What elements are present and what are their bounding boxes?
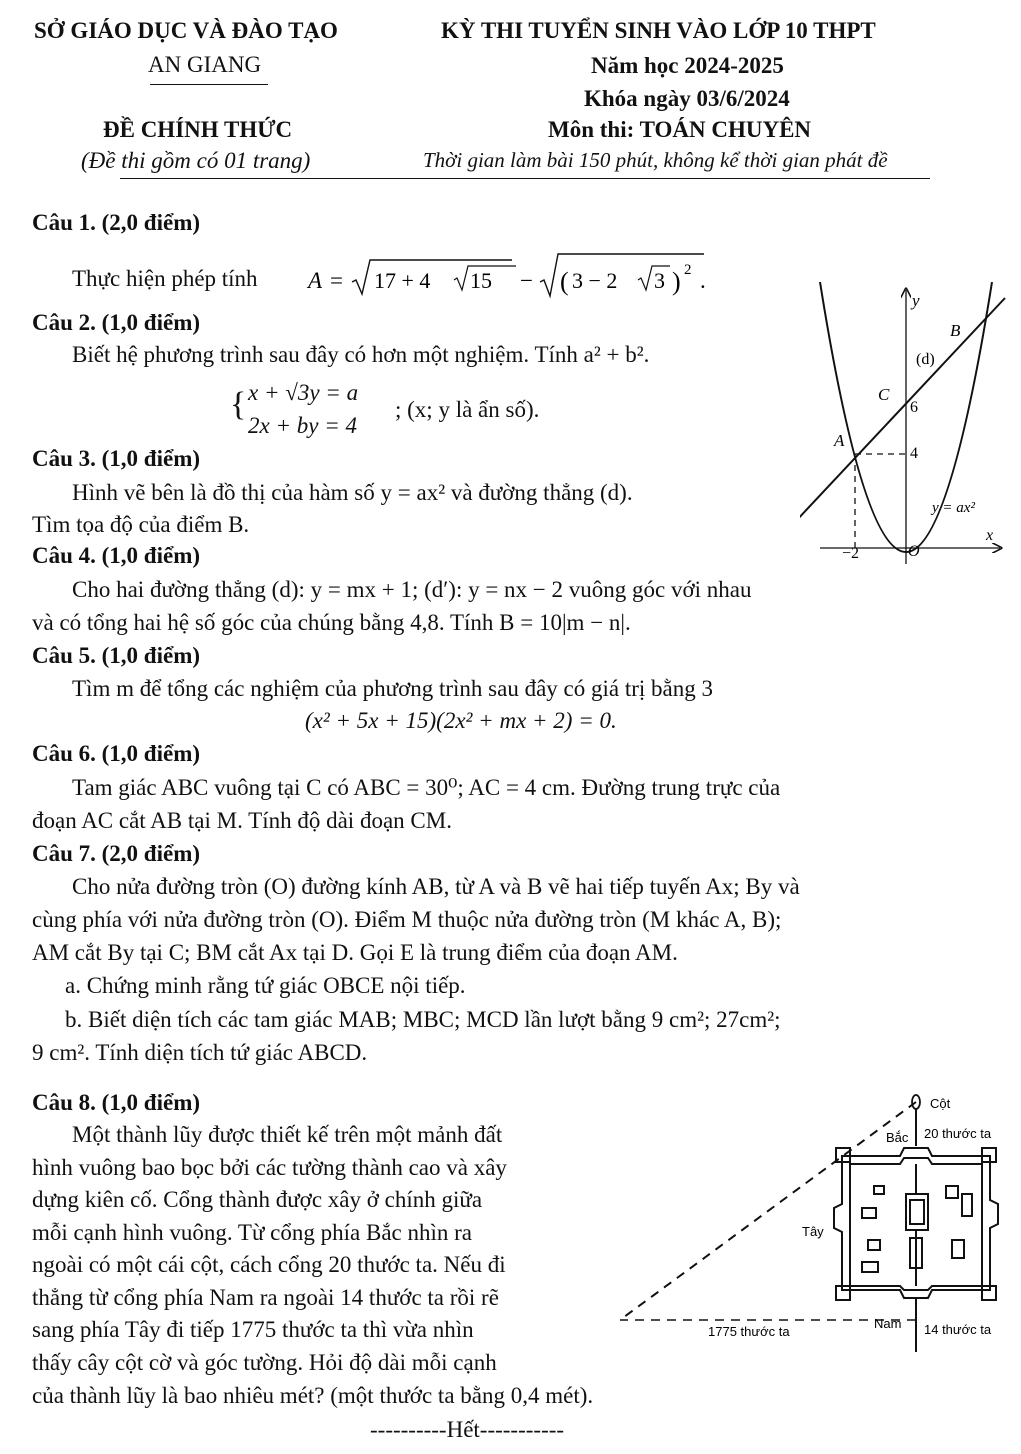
- pages-note: (Đề thi gồm có 01 trang): [81, 148, 311, 173]
- q2-title: Câu 2. (1,0 điểm): [32, 310, 201, 335]
- q8-line-4: mỗi cạnh hình vuông. Từ cổng phía Bắc nhìn ra: [32, 1220, 473, 1245]
- q8-line-1: Một thành lũy được thiết kế trên một mảnh đất: [72, 1122, 503, 1147]
- svg-text:=: =: [330, 268, 343, 293]
- label-dist-south: 14 thước ta: [924, 1322, 992, 1337]
- q6-text2: đoạn AC cắt AB tại M. Tính độ dài đoạn CM.: [32, 808, 452, 833]
- label-tay: Tây: [802, 1224, 824, 1239]
- q7-part-b1: b. Biết diện tích các tam giác MAB; MBC; MCD lần lượt bằng 9 cm²; 27cm²;: [65, 1007, 781, 1032]
- q4-title: Câu 4. (1,0 điểm): [32, 543, 201, 568]
- q8-line-8: thấy cây cột cờ và góc tường. Hỏi độ dài mỗi cạnh: [32, 1350, 497, 1375]
- q6-text1: Tam giác ABC vuông tại C có ABC = 30⁰; AC = 4 cm. Đường trung trực của: [72, 775, 781, 800]
- label-d: (d): [916, 351, 935, 368]
- exam-subject: Môn thi: TOÁN CHUYÊN: [548, 117, 812, 142]
- fortress-walls: [834, 1148, 998, 1300]
- svg-text:2: 2: [684, 262, 692, 278]
- q3-text2: Tìm tọa độ của điểm B.: [32, 512, 250, 537]
- q5-formula: (x² + 5x + 15)(2x² + mx + 2) = 0.: [305, 708, 617, 733]
- q7-title: Câu 7. (2,0 điểm): [32, 841, 201, 866]
- svg-text:3 − 2: 3 − 2: [572, 268, 618, 293]
- label-cot: Cột: [930, 1096, 951, 1111]
- q2-eq1: x + √3y = a: [248, 380, 359, 405]
- label-nam: Nam: [874, 1316, 902, 1331]
- line-d: [800, 298, 1005, 522]
- fortress-figure: [600, 1090, 1005, 1360]
- label-dist-west: 1775 thước ta: [708, 1324, 790, 1339]
- label-four: 4: [910, 445, 918, 462]
- q2-brace: {: [230, 386, 247, 423]
- svg-text:(: (: [560, 267, 569, 296]
- svg-text:15: 15: [470, 268, 492, 293]
- q8-line-3: dựng kiên cố. Cổng thành được xây ở chính giữa: [32, 1187, 483, 1212]
- q5-text: Tìm m để tổng các nghiệm của phương trình sau đây có giá trị bằng 3: [72, 676, 713, 701]
- q8-line-7: sang phía Tây đi tiếp 1775 thước ta thì vừa nhìn: [32, 1317, 474, 1342]
- svg-text:3: 3: [654, 268, 665, 293]
- q1-formula: [306, 250, 726, 300]
- exam-title: KỲ THI TUYỂN SINH VÀO LỚP 10 THPT: [441, 18, 876, 43]
- q7-part-b2: 9 cm². Tính diện tích tứ giác ABCD.: [32, 1040, 368, 1065]
- q8-title: Câu 8. (1,0 điểm): [32, 1090, 201, 1115]
- label-origin: O: [908, 543, 920, 560]
- svg-text:.: .: [700, 268, 706, 293]
- q3-title: Câu 3. (1,0 điểm): [32, 446, 201, 471]
- q4-text1: Cho hai đường thẳng (d): y = mx + 1; (d′): y = nx − 2 vuông góc với nhau: [72, 577, 752, 602]
- q2-eq2: 2x + by = 4: [248, 413, 357, 438]
- q7-text2: cùng phía với nửa đường tròn (O). Điểm M thuộc nửa đường tròn (M khác A, B);: [32, 907, 782, 932]
- svg-text:17 + 4: 17 + 4: [374, 268, 431, 293]
- end-marker: ----------Hết-----------: [370, 1417, 565, 1442]
- q1-formula-svg: [306, 250, 726, 300]
- label-B: B: [950, 321, 961, 340]
- school-year: Năm học 2024-2025: [591, 53, 784, 78]
- q2-note: ; (x; y là ẩn số).: [395, 397, 540, 422]
- q8-line-9: của thành lũy là bao nhiêu mét? (một thước ta bằng 0,4 mét).: [32, 1383, 594, 1408]
- label-x: x: [986, 527, 994, 544]
- q4-text2: và có tổng hai hệ số góc của chúng bằng 4,8. Tính B = 10|m − n|.: [32, 610, 631, 635]
- label-C: C: [878, 385, 890, 404]
- q7-text3: AM cắt By tại C; BM cắt Ax tại D. Gọi E là trung điểm của đoạn AM.: [32, 940, 678, 965]
- label-six: 6: [910, 399, 918, 416]
- parabola-graph: [800, 282, 1010, 572]
- q1-title: Câu 1. (2,0 điểm): [32, 210, 201, 235]
- q3-text1: Hình vẽ bên là đồ thị của hàm số y = ax² và đường thẳng (d).: [72, 480, 633, 505]
- label-y: y: [912, 291, 920, 310]
- exam-date: Khóa ngày 03/6/2024: [584, 86, 790, 111]
- label-dist-north: 20 thước ta: [924, 1126, 992, 1141]
- province-name: AN GIANG: [148, 52, 262, 77]
- q7-part-a: a. Chứng minh rằng tứ giác OBCE nội tiếp.: [65, 973, 466, 998]
- header-rule: [120, 178, 930, 179]
- q1-text: Thực hiện phép tính: [72, 266, 258, 291]
- label-minus-two: −2: [842, 545, 860, 562]
- q8-line-6: thẳng từ cổng phía Nam ra ngoài 14 thước ta rồi rẽ: [32, 1285, 499, 1310]
- svg-text:−: −: [520, 268, 533, 293]
- label-bac: Bắc: [886, 1130, 909, 1145]
- q2-text: Biết hệ phương trình sau đây có hơn một nghiệm. Tính a² + b².: [72, 342, 650, 367]
- sight-line: [620, 1102, 916, 1320]
- q5-title: Câu 5. (1,0 điểm): [32, 643, 201, 668]
- svg-text:): ): [672, 267, 681, 296]
- q7-text1: Cho nửa đường tròn (O) đường kính AB, từ A và B vẽ hai tiếp tuyến Ax; By và: [72, 874, 800, 899]
- label-A: A: [834, 431, 845, 450]
- q8-line-2: hình vuông bao bọc bởi các tường thành cao và xây: [32, 1155, 507, 1180]
- time-note: Thời gian làm bài 150 phút, không kể thời gian phát đề: [423, 148, 888, 172]
- dept-name: SỞ GIÁO DỤC VÀ ĐÀO TẠO: [34, 18, 338, 43]
- svg-text:A: A: [308, 268, 323, 293]
- q8-line-5: ngoài có một cái cột, cách cổng 20 thước ta. Nếu đi: [32, 1252, 506, 1277]
- official-label: ĐỀ CHÍNH THỨC: [103, 117, 293, 142]
- province-underline: [150, 84, 268, 85]
- q6-title: Câu 6. (1,0 điểm): [32, 741, 201, 766]
- label-curve: y = ax²: [932, 500, 975, 516]
